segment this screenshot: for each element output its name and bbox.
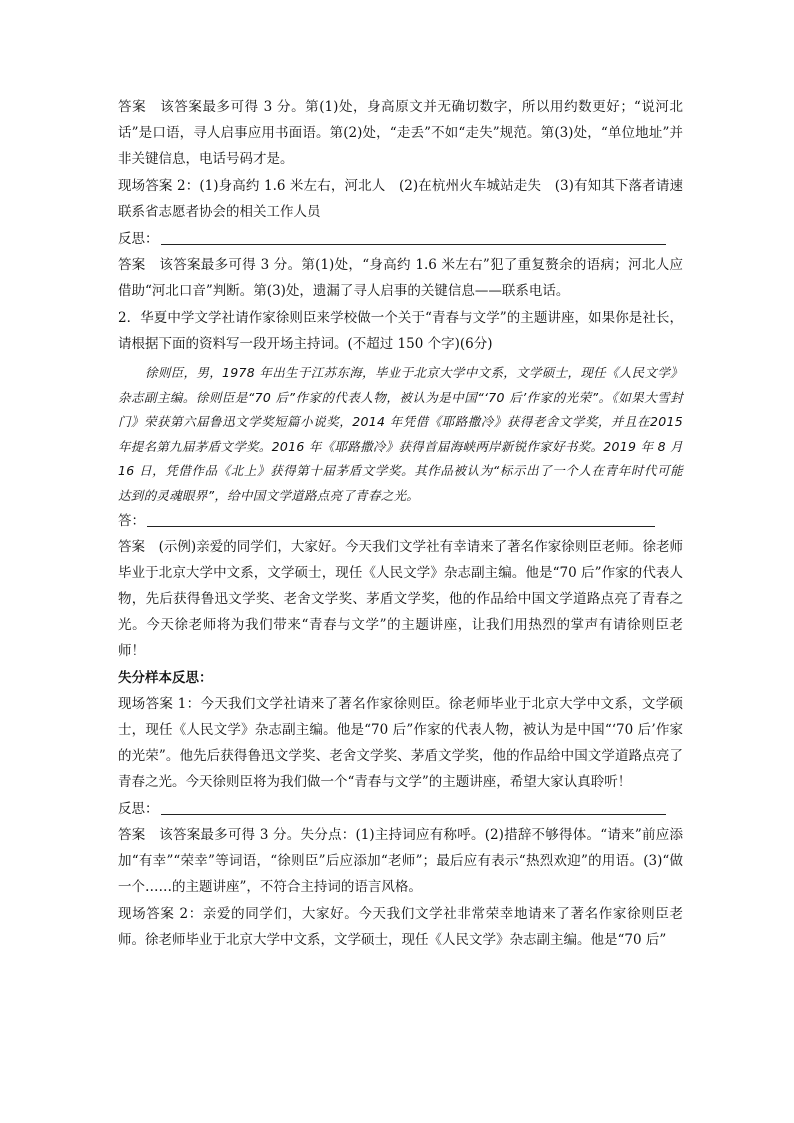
blank-underline: [161, 814, 666, 815]
paragraph: 答案 该答案最多可得 3 分。第(1)处，“身高约 1.6 米左右”犯了重复赘余的语病；河北人应借助“河北口音”判断。第(3)处，遗漏了寻人启事的关键信息——联系电话。: [118, 257, 683, 299]
document-content: [118, 94, 683, 954]
reflection-blank-line: [118, 796, 683, 822]
paragraph: 现场答案 2：亲爱的同学们，大家好。今天我们文学社非常荣幸地请来了著名作家徐则臣老师。徐老师毕业于北京大学中文系，文学硕士，现任《人民文学》杂志副主编。他是“70 后”: [118, 906, 683, 948]
blank-label: 反思：: [118, 231, 159, 247]
paragraph: 答案 该答案最多可得 3 分。第(1)处，身高原文并无确切数字，所以用约数更好；“说河北话”是口语，寻人启事应用书面语。第(2)处，“走丢”不如“走失”规范。第(3)处，“单位地址”并非关键信息，电话号码才是。: [118, 99, 683, 167]
blank-underline: [147, 526, 655, 527]
paragraph: 答案 (示例)亲爱的同学们，大家好。今天我们文学社有幸请来了著名作家徐则臣老师。徐老师毕业于北京大学中文系，文学硕士，现任《人民文学》杂志副主编。他是“70 后”作家的代表人物，先后获得鲁迅文学奖、老舍文学奖、茅盾文学奖，他的作品给中国文学道路点亮了青春之光。今天徐老师将为我们带来“青春与文学”的主题讲座，让我们用热烈的掌声有请徐则臣老师！: [118, 539, 683, 659]
section-heading: 失分样本反思：: [118, 670, 213, 686]
paragraph: 答案 该答案最多可得 3 分。失分点：(1)主持词应有称呼。(2)措辞不够得体。“请来”前应添加“有幸”“荣幸”等词语，“徐则臣”后应添加“老师”；最后应有表示“热烈欢迎”的用语。(3)“做一个……的主题讲座”，不符合主持词的语言风格。: [118, 827, 683, 895]
blank-underline: [161, 244, 666, 245]
blank-label: 答：: [118, 513, 145, 529]
reflection-blank-line: [118, 226, 683, 252]
source-material-quote: 徐则臣，男，1978 年出生于江苏东海，毕业于北京大学中文系，文学硕士，现任《人民文学》杂志副主编。徐则臣是“70 后”作家的代表人物，被认为是中国“‘70 后’作家的光荣”。《如果大雪封门》荣获第六届鲁迅文学奖短篇小说奖，2014 年凭借《耶路撒冷》获得老舍文学奖，并且在2015 年提名第九届茅盾文学奖。2016 年《耶路撒冷》获得首届海峡两岸新锐作家好书奖。2019 年 8 月 16 日，凭借作品《北上》获得第十届茅盾文学奖。其作品被认为“标示出了一个人在青年时代可能达到的灵魂眼界”，给中国文学道路点亮了青春之光。: [118, 365, 683, 503]
paragraph: 2．华夏中学文学社请作家徐则臣来学校做一个关于“青春与文学”的主题讲座，如果你是社长，请根据下面的资料写一段开场主持词。(不超过 150 个字)(6分): [118, 310, 683, 352]
paragraph: 现场答案 1：今天我们文学社请来了著名作家徐则臣。徐老师毕业于北京大学中文系，文学硕士，现任《人民文学》杂志副主编。他是“70 后”作家的代表人物，被认为是中国“‘70 后’作家的光荣”。他先后获得鲁迅文学奖、老舍文学奖、茅盾文学奖，他的作品给中国文学道路点亮了青春之光。今天徐则臣将为我们做一个“青春与文学”的主题讲座，希望大家认真聆听！: [118, 696, 683, 790]
answer-blank-line: [118, 508, 683, 534]
paragraph: 现场答案 2：(1)身高约 1.6 米左右，河北人 (2)在杭州火车城站走失 (3)有知其下落者请速联系省志愿者协会的相关工作人员: [118, 178, 683, 220]
blank-label: 反思：: [118, 801, 159, 817]
